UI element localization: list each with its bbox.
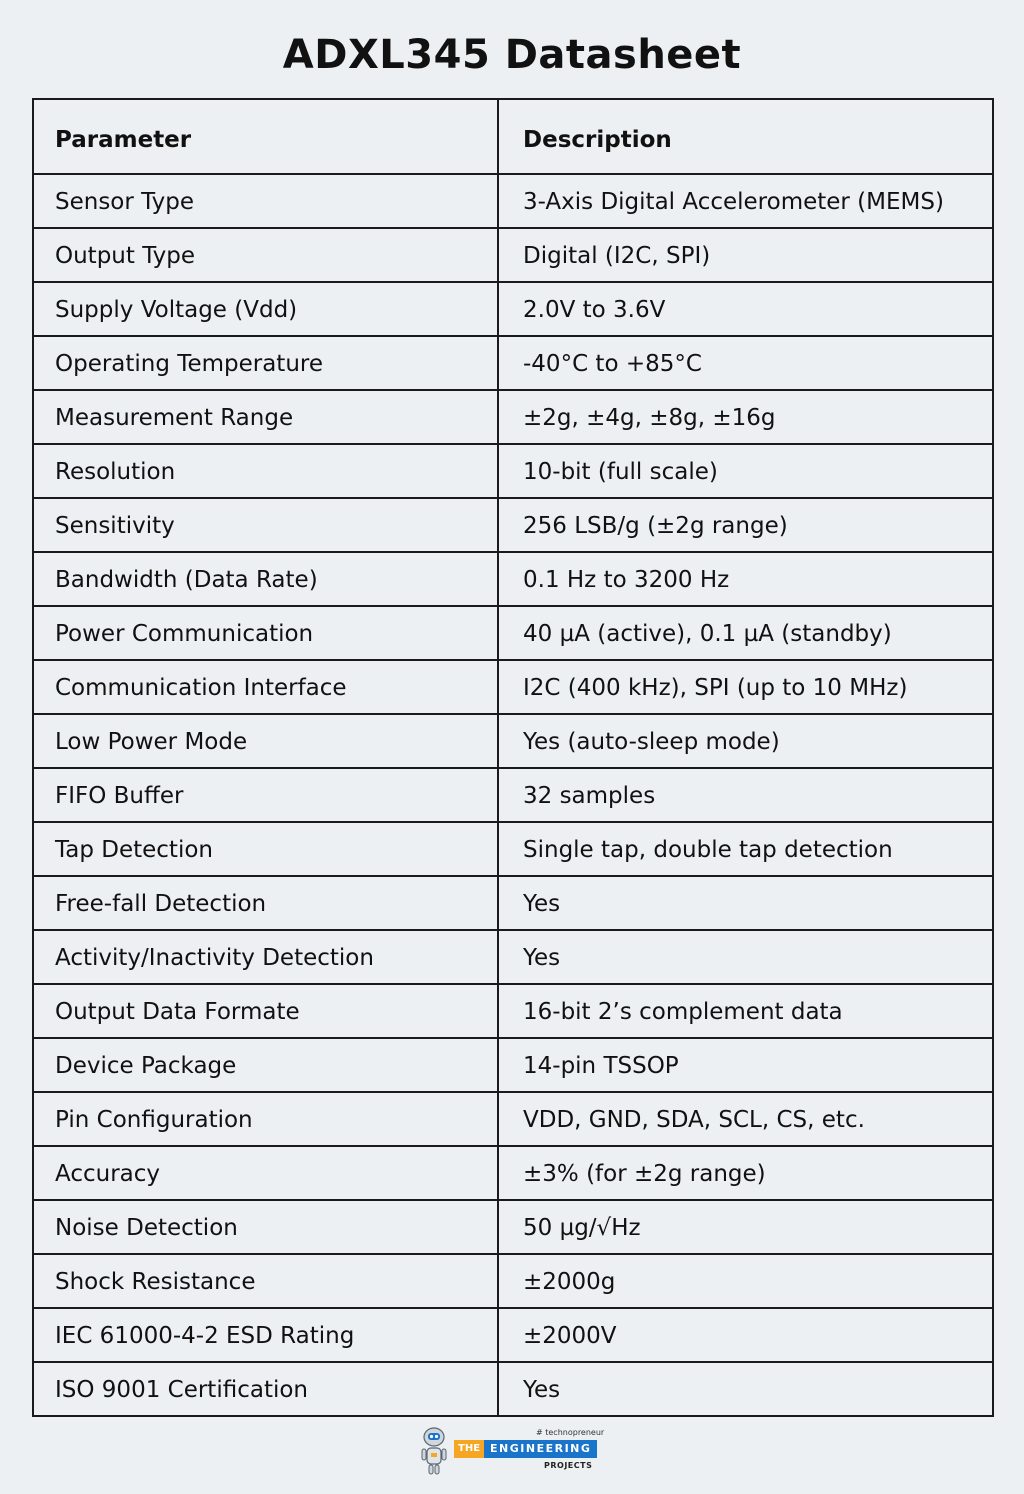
description-cell: ±2g, ±4g, ±8g, ±16g bbox=[498, 390, 993, 444]
page-title: ADXL345 Datasheet bbox=[282, 32, 742, 78]
parameter-cell: Output Data Formate bbox=[33, 984, 498, 1038]
parameter-cell: Noise Detection bbox=[33, 1200, 498, 1254]
logo-projects: PROJECTS bbox=[544, 1461, 593, 1470]
description-cell: 32 samples bbox=[498, 768, 993, 822]
table-row bbox=[33, 822, 993, 876]
description-cell: 50 µg/√Hz bbox=[498, 1200, 993, 1254]
logo-wordmark bbox=[454, 1440, 597, 1458]
datasheet-table bbox=[32, 98, 994, 1417]
parameter-cell: Resolution bbox=[33, 444, 498, 498]
parameter-cell: Tap Detection bbox=[33, 822, 498, 876]
description-cell: 14-pin TSSOP bbox=[498, 1038, 993, 1092]
parameter-cell: Low Power Mode bbox=[33, 714, 498, 768]
description-cell: 0.1 Hz to 3200 Hz bbox=[498, 552, 993, 606]
parameter-cell: ISO 9001 Certification bbox=[33, 1362, 498, 1416]
table-row bbox=[33, 876, 993, 930]
description-cell: I2C (400 kHz), SPI (up to 10 MHz) bbox=[498, 660, 993, 714]
logo-engineering: ENGINEERING bbox=[484, 1440, 597, 1458]
logo-tagline: # technopreneur bbox=[536, 1428, 605, 1437]
parameter-cell: Activity/Inactivity Detection bbox=[33, 930, 498, 984]
table-row bbox=[33, 1362, 993, 1416]
parameter-cell: Operating Temperature bbox=[33, 336, 498, 390]
table-body bbox=[33, 174, 993, 1416]
description-cell: 16-bit 2’s complement data bbox=[498, 984, 993, 1038]
table-row bbox=[33, 228, 993, 282]
table-row bbox=[33, 1092, 993, 1146]
table-row bbox=[33, 714, 993, 768]
header-parameter: Parameter bbox=[33, 99, 498, 174]
table-row bbox=[33, 1254, 993, 1308]
table-row bbox=[33, 1308, 993, 1362]
table-row bbox=[33, 768, 993, 822]
description-cell: 256 LSB/g (±2g range) bbox=[498, 498, 993, 552]
description-cell: ±2000V bbox=[498, 1308, 993, 1362]
table-row bbox=[33, 1146, 993, 1200]
description-cell: 3-Axis Digital Accelerometer (MEMS) bbox=[498, 174, 993, 228]
parameter-cell: Output Type bbox=[33, 228, 498, 282]
table-row bbox=[33, 444, 993, 498]
parameter-cell: Device Package bbox=[33, 1038, 498, 1092]
brand-logo bbox=[418, 1424, 608, 1482]
parameter-cell: Sensor Type bbox=[33, 174, 498, 228]
table-row bbox=[33, 498, 993, 552]
description-cell: 40 µA (active), 0.1 µA (standby) bbox=[498, 606, 993, 660]
parameter-cell: IEC 61000-4-2 ESD Rating bbox=[33, 1308, 498, 1362]
description-cell: ±3% (for ±2g range) bbox=[498, 1146, 993, 1200]
parameter-cell: Shock Resistance bbox=[33, 1254, 498, 1308]
description-cell: Yes (auto-sleep mode) bbox=[498, 714, 993, 768]
parameter-cell: Sensitivity bbox=[33, 498, 498, 552]
table-header-row bbox=[33, 99, 993, 174]
table-row bbox=[33, 174, 993, 228]
table-row bbox=[33, 660, 993, 714]
table-row bbox=[33, 606, 993, 660]
parameter-cell: Accuracy bbox=[33, 1146, 498, 1200]
description-cell: VDD, GND, SDA, SCL, CS, etc. bbox=[498, 1092, 993, 1146]
description-cell: Yes bbox=[498, 876, 993, 930]
description-cell: 2.0V to 3.6V bbox=[498, 282, 993, 336]
description-cell: Single tap, double tap detection bbox=[498, 822, 993, 876]
parameter-cell: Supply Voltage (Vdd) bbox=[33, 282, 498, 336]
table-row bbox=[33, 984, 993, 1038]
parameter-cell: Power Communication bbox=[33, 606, 498, 660]
parameter-cell: Bandwidth (Data Rate) bbox=[33, 552, 498, 606]
description-cell: Yes bbox=[498, 930, 993, 984]
table-row bbox=[33, 336, 993, 390]
parameter-cell: Measurement Range bbox=[33, 390, 498, 444]
table-row bbox=[33, 282, 993, 336]
table-row bbox=[33, 552, 993, 606]
header-description: Description bbox=[498, 99, 993, 174]
parameter-cell: Pin Configuration bbox=[33, 1092, 498, 1146]
table-row bbox=[33, 930, 993, 984]
parameter-cell: Free-fall Detection bbox=[33, 876, 498, 930]
table-row bbox=[33, 1038, 993, 1092]
description-cell: -40°C to +85°C bbox=[498, 336, 993, 390]
description-cell: ±2000g bbox=[498, 1254, 993, 1308]
table-row bbox=[33, 390, 993, 444]
description-cell: Yes bbox=[498, 1362, 993, 1416]
parameter-cell: Communication Interface bbox=[33, 660, 498, 714]
parameter-cell: FIFO Buffer bbox=[33, 768, 498, 822]
description-cell: 10-bit (full scale) bbox=[498, 444, 993, 498]
description-cell: Digital (I2C, SPI) bbox=[498, 228, 993, 282]
table-row bbox=[33, 1200, 993, 1254]
robot-mascot-icon bbox=[418, 1424, 450, 1478]
logo-the: THE bbox=[454, 1440, 484, 1458]
